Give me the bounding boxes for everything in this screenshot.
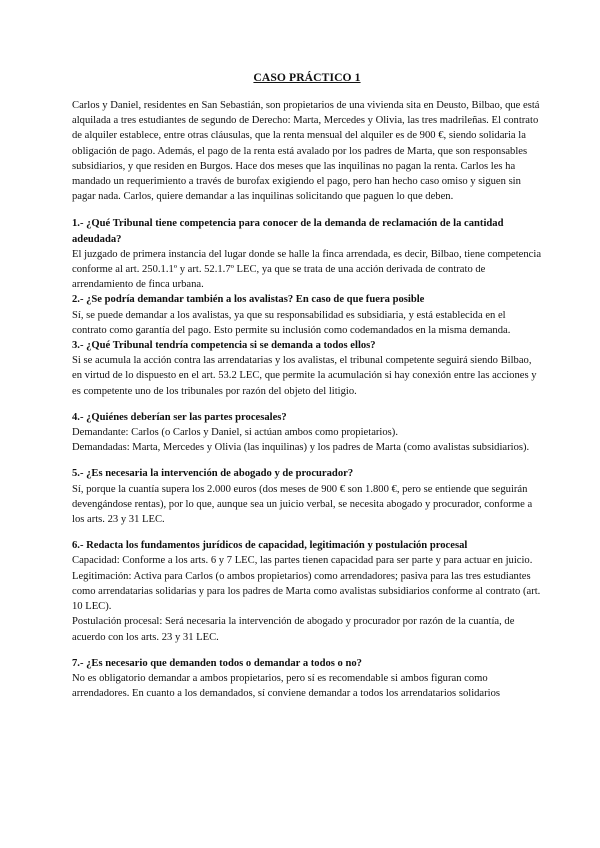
question-block-7: [72, 656, 542, 702]
question-block-2: [72, 292, 542, 338]
question-block-3: [72, 338, 542, 399]
answer-paragraph: Si se acumula la acción contra las arrendatarias y los avalistas, el tribunal competente seguirá siendo Bilbao, en virtud de lo dispuesto en el art. 53.2 LEC, que permite la acumulación si hay conexión entre las acciones y es competente uno de los tribunales por razón del objeto del litigio.: [72, 355, 537, 397]
answer-paragraph: Capacidad: Conforme a los arts. 6 y 7 LEC, las partes tienen capacidad para ser parte y para actuar en juicio.: [72, 555, 533, 567]
document-title: CASO PRÁCTICO 1: [253, 71, 361, 84]
question-block-6: [72, 538, 542, 644]
question-heading: 1.- ¿Qué Tribunal tiene competencia para conocer de la demanda de reclamación de la cantidad adeudada?: [72, 218, 504, 245]
question-block-4: [72, 410, 542, 456]
question-heading: 7.- ¿Es necesario que demanden todos o demandar a todos o no?: [72, 657, 362, 669]
question-block-1: [72, 216, 542, 292]
answer-paragraph: Legitimación: Activa para Carlos (o ambos propietarios) como arrendadores; pasiva para las tres estudiantes como arrendatarias solidarias y para los padres de Marta como avalistas subsidiarios conforme al contrato (art. 10 LEC).: [72, 570, 541, 613]
spacer: [72, 645, 542, 656]
question-heading: 3.- ¿Qué Tribunal tendría competencia si se demanda a todos ellos?: [72, 340, 376, 352]
question-block-5: [72, 466, 542, 527]
spacer: [72, 455, 542, 466]
answer-paragraph: Demandadas: Marta, Mercedes y Olivia (las inquilinas) y los padres de Marta (como avalistas subsidiarios).: [72, 442, 530, 454]
answer-paragraph: No es obligatorio demandar a ambos propietarios, pero sí es recomendable si ambos figuran como arrendadores. En cuanto a los demandados, sí conviene demandar a todos los arrendatarios solidarios: [72, 672, 501, 700]
answer-paragraph: Sí, se puede demandar a los avalistas, ya que su responsabilidad es subsidiaria, y está establecida en el contrato como garantía del pago. Esto permite su inclusión como codemandados en la misma demanda.: [72, 309, 511, 336]
answer-paragraph: El juzgado de primera instancia del lugar donde se halle la finca arrendada, es decir, Bilbao, tiene competencia conforme al art. 250.1.1º y art. 52.1.7º LEC, ya que se trata de una acción derivada de contrato de arrendamiento de finca urbana.: [72, 248, 542, 291]
answer-paragraph: Demandante: Carlos (o Carlos y Daniel, si actúan ambos como propietarios).: [72, 427, 398, 439]
answer-paragraph: Sí, porque la cuantía supera los 2.000 euros (dos meses de 900 € son 1.800 €, pero se entiende que seguirán devengándose rentas), por lo que, aunque sea un juicio verbal, se necesita abogado y procurador, conforme a los arts. 23 y 31 LEC.: [72, 483, 533, 526]
case-statement: Carlos y Daniel, residentes en San Sebastián, son propietarios de una vivienda sita en Deusto, Bilbao, que está alquilada a tres estudiantes de segundo de Derecho: Marta, Mercedes y Olivia, las tres madrileñas. El contrato de alquiler establece, entre otras cláusulas, que la renta mensual del alquiler es de 900 €, siendo solidaria la obligación de pago. Además, el pago de la renta está avalado por los padres de Marta, que son responsables subsidiarios, y que residen en Burgos. Hace dos meses que las inquilinas no pagan la renta. Carlos les ha mandado un requerimiento a través de burofax exigiendo el pago, pero han hecho caso omiso y siguen sin pagar nada. Carlos, quiere demandar a las inquilinas solicitando que paguen lo que deben.: [72, 100, 540, 203]
question-heading: 2.- ¿Se podría demandar también a los avalistas? En caso de que fuera posible: [72, 294, 425, 306]
answer-paragraph: Postulación procesal: Será necesaria la intervención de abogado y procurador por razón de la cuantía, de acuerdo con los arts. 23 y 31 LEC.: [72, 616, 515, 643]
question-heading: 6.- Redacta los fundamentos jurídicos de capacidad, legitimación y postulación procesal: [72, 540, 468, 552]
question-heading: 5.- ¿Es necesaria la intervención de abogado y de procurador?: [72, 468, 354, 480]
spacer: [72, 527, 542, 538]
spacer: [72, 399, 542, 410]
question-heading: 4.- ¿Quiénes deberían ser las partes procesales?: [72, 411, 287, 423]
